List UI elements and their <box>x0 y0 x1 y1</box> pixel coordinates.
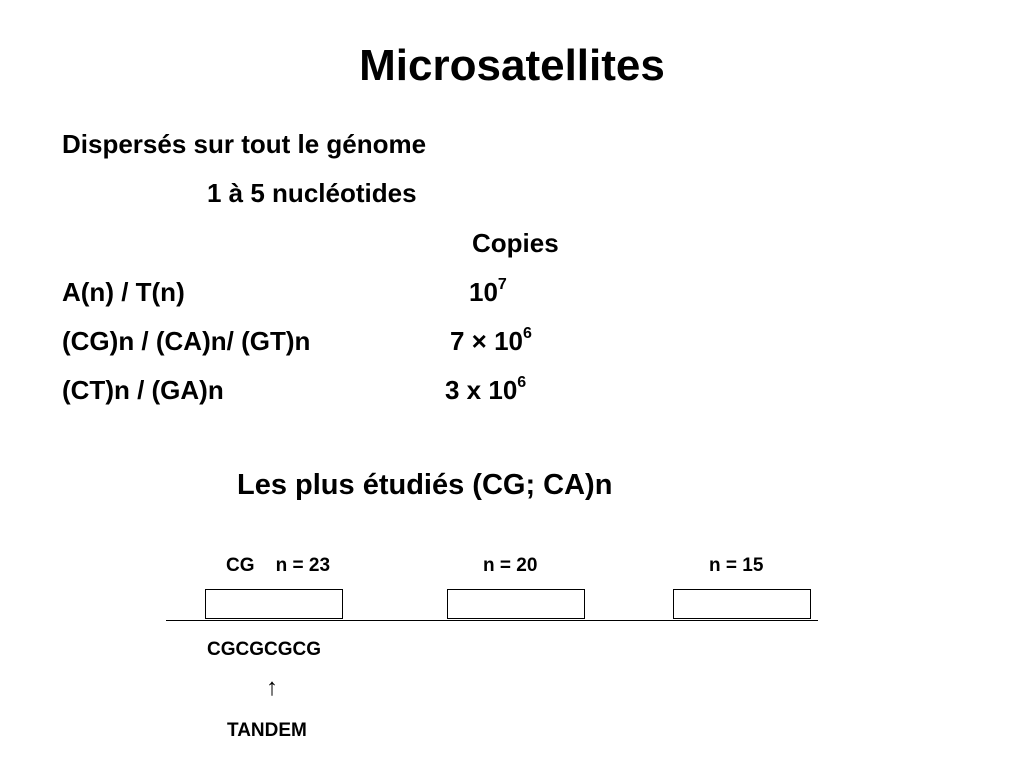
copies-value-exponent: 6 <box>517 374 527 392</box>
repeat-block-1 <box>205 589 343 619</box>
copies-value-base: 3 x 10 <box>445 375 518 405</box>
box-label-n20: n = 20 <box>483 555 538 576</box>
intro-line-dispersed: Dispersés sur tout le génome <box>62 129 427 159</box>
copies-value-base: 7 × 10 <box>450 326 524 356</box>
repeat-block-3 <box>673 589 811 619</box>
copies-value-exponent: 7 <box>497 276 507 294</box>
copies-value-base: 10 <box>469 277 498 307</box>
sequence-text: CGCGCGCG <box>207 639 321 660</box>
tandem-label: TANDEM <box>227 720 307 741</box>
repeat-label-an-tn: A(n) / T(n) <box>62 277 185 307</box>
copies-value-an-tn <box>469 276 507 308</box>
most-studied-subtitle: Les plus étudiés (CG; CA)n <box>237 469 613 501</box>
up-arrow-icon: ↑ <box>266 674 278 701</box>
repeat-block-2 <box>447 589 585 619</box>
copies-value-ct-ga <box>445 374 526 406</box>
box-label-n15: n = 15 <box>709 555 764 576</box>
box-label-cg-n23: CG n = 23 <box>226 555 331 576</box>
copies-header: Copies <box>472 228 559 258</box>
intro-line-nucleotides: 1 à 5 nucléotides <box>207 178 417 208</box>
dna-baseline <box>166 620 818 621</box>
copies-value-exponent: 6 <box>523 325 532 343</box>
repeat-label-ct-ga: (CT)n / (GA)n <box>62 375 224 405</box>
slide-title: Microsatellites <box>359 41 665 90</box>
repeat-label-cg-ca-gt: (CG)n / (CA)n/ (GT)n <box>62 326 311 356</box>
copies-value-cg-ca-gt <box>450 325 532 357</box>
